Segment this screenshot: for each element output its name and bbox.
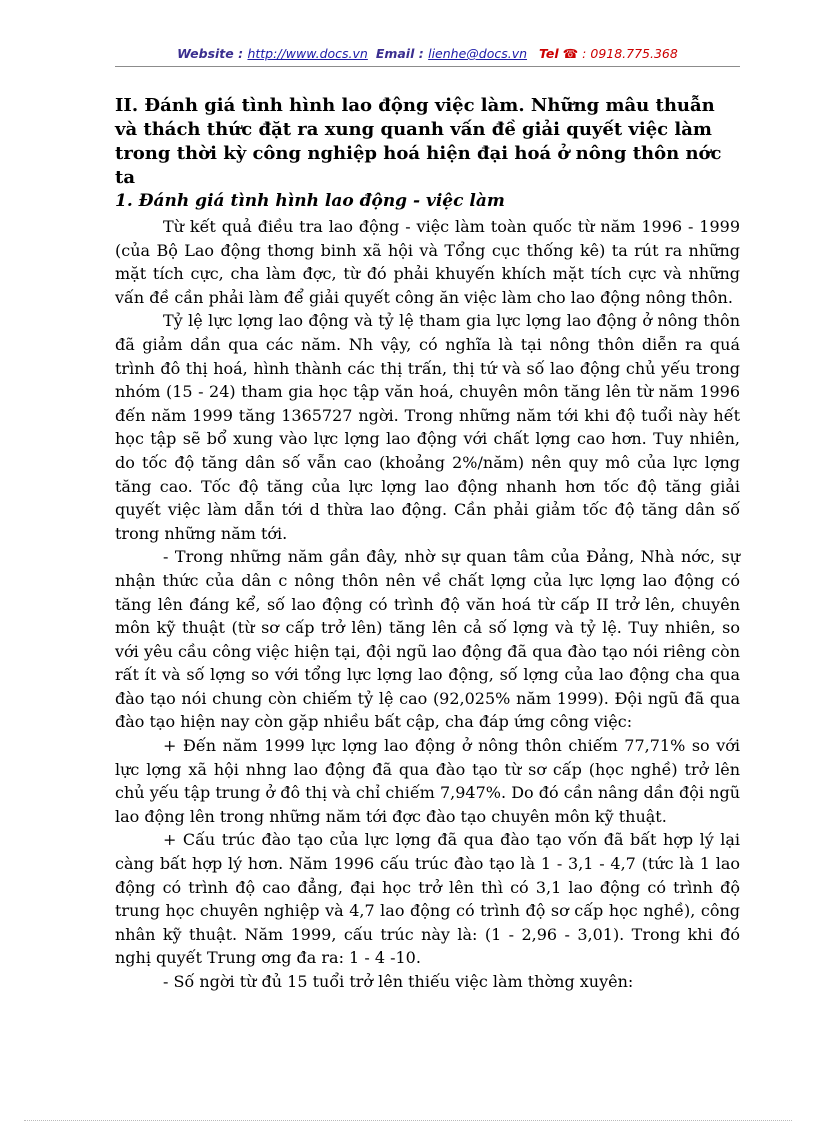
email-link[interactable]: lienhe@docs.vn xyxy=(428,46,528,61)
document-body xyxy=(115,94,740,994)
website-separator: : xyxy=(233,46,248,61)
paragraph-1: Từ kết quả điều tra lao động - việc làm toàn quốc từ năm 1996 - 1999 (của Bộ Lao động thơng binh xã hội và Tổng cục thống kê) ta rút ra những mặt tích cực, cha làm đợc, từ đó phải khuyến khích mặt tích cực và những vấn đề cần phải làm để giải quyết công ăn việc làm cho lao động nông thôn. xyxy=(115,217,740,307)
paragraph-5: + Cấu trúc đào tạo của lực lợng đã qua đào tạo vốn đã bất hợp lý lại càng bất hợp lý hơn. Năm 1996 cấu trúc đào tạo là 1 - 3,1 - 4,7 (tức là 1 lao động có trình độ cao đẳng, đại học trở lên thì có 3,1 lao động có trình độ trung học chuyên nghiệp và 4,7 lao động có trình độ sơ cấp học nghề), công nhân kỹ thuật. Năm 1999, cấu trúc này là: (1 - 2,96 - 3,01). Trong khi đó nghị quyết Trung ơng đa ra: 1 - 4 -10. xyxy=(115,830,740,968)
email-separator: : xyxy=(414,46,429,61)
website-link[interactable]: http://www.docs.vn xyxy=(247,46,368,61)
paragraph-3: - Trong những năm gần đây, nhờ sự quan tâm của Đảng, Nhà nớc, sự nhận thức của dân c nông thôn nên về chất lợng của lực lợng lao động có tăng lên đáng kể, số lao động có trình độ văn hoá từ cấp II trở lên, chuyên môn kỹ thuật (từ sơ cấp trở lên) tăng lên cả số lợng và tỷ lệ. Tuy nhiên, so với yêu cầu công việc hiện tại, đội ngũ lao động đã qua đào tạo nói riêng còn rất ít và số lợng so với tổng lực lợng lao động, số lợng của lao động cha qua đào tạo nói chung còn chiếm tỷ lệ cao (92,025% năm 1999). Đội ngũ đã qua đào tạo hiện nay còn gặp nhiều bất cập, cha đáp ứng công việc: xyxy=(115,547,740,732)
section-heading: II. Đánh giá tình hình lao động việc làm. Những mâu thuẫn và thách thức đặt ra xung quanh vấn đề giải quyết việc làm trong thời kỳ công nghiệp hoá hiện đại hoá ở nông thôn nớc ta xyxy=(115,95,722,188)
page-bottom-divider xyxy=(24,1120,792,1121)
phone-icon: ☎ xyxy=(562,46,579,61)
page-header xyxy=(115,46,740,61)
paragraph-4: + Đến năm 1999 lực lợng lao động ở nông thôn chiếm 77,71% so với lực lợng xã hội nhng lao động đã qua đào tạo từ sơ cấp (học nghề) trở lên chủ yếu tập trung ở đô thị và chỉ chiếm 7,947%. Do đó cần nâng dần đội ngũ lao động lên trong những năm tới đợc đào tạo chuyên môn kỹ thuật. xyxy=(115,736,740,826)
phone-number: : 0918.775.368 xyxy=(578,46,678,61)
section-subheading: 1. Đánh giá tình hình lao động - việc làm xyxy=(115,191,505,211)
email-label: Email xyxy=(375,46,415,61)
website-label: Website xyxy=(177,46,234,61)
tel-label: Tel xyxy=(538,46,559,61)
paragraph-2: Tỷ lệ lực lợng lao động và tỷ lệ tham gia lực lợng lao động ở nông thôn đã giảm dần qua các năm. Nh vậy, có nghĩa là tại nông thôn diễn ra quá trình đô thị hoá, hình thành các thị trấn, thị tứ và số lao động chủ yếu trong nhóm (15 - 24) tham gia học tập văn hoá, chuyên môn tăng lên từ năm 1996 đến năm 1999 tăng 1365727 ngời. Trong những năm tới khi độ tuổi này hết học tập sẽ bổ xung vào lực lợng lao động với chất lợng cao hơn. Tuy nhiên, do tốc độ tăng dân số vẫn cao (khoảng 2%/năm) nên quy mô của lực lợng tăng cao. Tốc độ tăng của lực lợng lao động nhanh hơn tốc độ tăng giải quyết việc làm dẫn tới d thừa lao động. Cần phải giảm tốc độ tăng dân số trong những năm tới. xyxy=(115,311,740,543)
header-divider xyxy=(115,66,740,67)
paragraph-6: - Số ngời từ đủ 15 tuổi trở lên thiếu việc làm thờng xuyên: xyxy=(163,972,634,991)
